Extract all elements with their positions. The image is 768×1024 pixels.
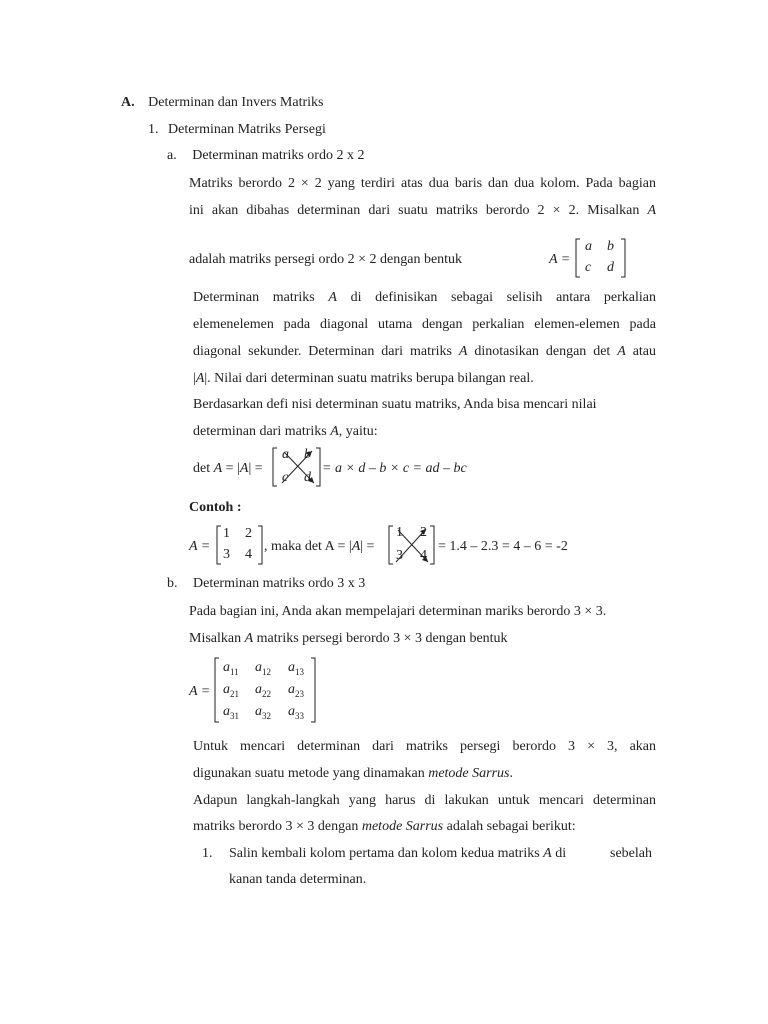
part-a-marker: a. [167, 148, 177, 163]
matrix-3x3 [214, 656, 318, 726]
matrix-cell: 1 [223, 526, 230, 541]
part-a-p1-line3: adalah matriks persegi ordo 2 × 2 dengan bentuk [189, 252, 463, 267]
example-det-matrix [388, 524, 438, 568]
det-word: det [193, 461, 211, 476]
text-seg: , maka det A = | [264, 539, 352, 554]
cell-var: a [288, 660, 295, 675]
matrix-cell: 3 [223, 547, 230, 562]
matrix-cell: 3 [396, 548, 403, 563]
text-line: ini akan dibahas determinan dari suatu matriks berordo 2 × 2. Misalkan [189, 203, 640, 218]
text-seg: determinan dari matriks [193, 424, 327, 439]
matrix-cell [288, 703, 304, 725]
var-a: A [543, 846, 552, 861]
cell-var: a [288, 704, 295, 719]
matrix-cell: c [282, 470, 289, 485]
step-1-line2: kanan tanda determinan. [229, 872, 367, 887]
var-a: A [330, 424, 339, 439]
part-a-p2-line4 [193, 370, 534, 388]
var-a: A [239, 461, 249, 476]
matrix-brackets [549, 237, 639, 281]
matrix-cell: 1 [396, 525, 403, 540]
part-a-p3-line2 [193, 423, 378, 441]
cell-sub: 31 [230, 710, 239, 721]
matrix-cell: 2 [245, 526, 252, 541]
matrix-cell: 4 [420, 548, 427, 563]
text-seg: Salin kembali kolom pertama dan kolom kedua matriks [229, 846, 540, 861]
matrix-3x3-label: A = [189, 684, 211, 699]
matrix-cell: c [585, 260, 592, 275]
part-b-marker: b. [167, 576, 178, 591]
part-a-p1-line1 [189, 175, 656, 193]
matrix-cell [255, 681, 271, 703]
matrix-cell [288, 659, 304, 681]
part-b-p2-line2 [193, 765, 513, 783]
text-line: Adapun langkah-langkah yang harus di lakukan untuk mencari determinan [193, 793, 656, 808]
det-matrix-2x2 [272, 446, 324, 490]
cell-sub: 22 [262, 688, 271, 699]
cell-sub: 12 [262, 666, 271, 677]
det-formula-rhs: = a × d – b × c = ad – bc [322, 461, 467, 476]
part-a-p2-line1 [193, 289, 656, 307]
matrix-cell: b [304, 447, 311, 462]
example-heading: Contoh : [189, 500, 242, 515]
part-b-p3-line1 [193, 792, 656, 810]
matrix-2x2-a [549, 237, 639, 281]
text-line: Untuk mencari determinan dari matriks persegi berordo 3 × 3, akan [193, 739, 656, 754]
det-brackets-diagonals [272, 446, 324, 490]
method-name: metode Sarrus [428, 766, 510, 781]
text-line: Matriks berordo 2 × 2 yang terdiri atas dua baris dan dua kolom. Pada bagian [189, 176, 656, 191]
var-a: A [617, 344, 626, 359]
matrix-cell: a [585, 239, 592, 254]
cell-var: a [223, 660, 230, 675]
matrix-cell: d [304, 470, 311, 485]
part-a-p3-line1: Berdasarkan defi nisi determinan suatu matriks, Anda bisa mencari nilai [193, 397, 597, 412]
text-seg: | = [360, 539, 375, 554]
det-formula-lhs [193, 460, 263, 478]
var-a: A [647, 203, 656, 218]
var-a: A [328, 290, 337, 305]
matrix-cell [223, 681, 239, 703]
part-b-heading [167, 575, 365, 593]
cell-sub: 11 [230, 666, 239, 677]
text-seg: atau [632, 344, 656, 359]
example-middle-text [264, 538, 374, 556]
subsection-number: 1. [148, 122, 159, 137]
cell-sub: 33 [295, 710, 304, 721]
step-1-number: 1. [202, 846, 213, 861]
var-a: A [195, 371, 205, 386]
part-b-title: Determinan matriks ordo 3 x 3 [193, 576, 366, 591]
text-seg: digunakan suatu metode yang dinamakan [193, 766, 425, 781]
var-a: A [351, 539, 361, 554]
matrix-cell: 4 [245, 547, 252, 562]
text-seg: matriks persegi berordo 3 × 3 dengan bentuk [256, 631, 508, 646]
step-1-line1-end: sebelah [610, 846, 652, 861]
part-b-p3-line2 [193, 818, 576, 836]
cell-var: a [223, 682, 230, 697]
text-seg: matriks berordo 3 × 3 dengan [193, 819, 359, 834]
cell-sub: 32 [262, 710, 271, 721]
text-seg: diagonal sekunder. Determinan dari matriks [193, 344, 452, 359]
part-a-p1-line2 [189, 202, 656, 220]
matrix-cell [288, 681, 304, 703]
cell-sub: 21 [230, 688, 239, 699]
cell-var: a [288, 682, 295, 697]
cell-sub: 13 [295, 666, 304, 677]
text-seg: . [509, 766, 513, 781]
var-a: A [244, 631, 254, 646]
text-seg: di [555, 846, 567, 861]
text-seg: | = [248, 461, 263, 476]
text-seg: , yaitu: [338, 424, 378, 439]
cell-var: a [223, 704, 230, 719]
method-name: metode Sarrus [361, 819, 444, 834]
cell-var: a [255, 704, 262, 719]
matrix-cell: 2 [420, 525, 427, 540]
example-matrix-label: A = [189, 539, 211, 554]
text-seg: | [193, 371, 196, 386]
step-1-line1 [229, 845, 566, 863]
part-b-p2-line1 [193, 738, 656, 756]
matrix-label: A = [549, 252, 571, 267]
matrix-cell: a [282, 447, 289, 462]
text-seg: di definisikan sebagai selisih antara perkalian [350, 290, 656, 305]
text-seg: |. Nilai dari determinan suatu matriks berupa bilangan real. [204, 371, 534, 386]
section-title: Determinan dan Invers Matriks [148, 95, 324, 110]
text-seg: dinotasikan dengan det [474, 344, 611, 359]
matrix-cell [223, 659, 239, 681]
subsection-heading [148, 121, 326, 139]
subsection-title: Determinan Matriks Persegi [168, 122, 326, 137]
matrix-cell [255, 659, 271, 681]
example-result: = 1.4 – 2.3 = 4 – 6 = -2 [438, 539, 568, 554]
matrix-cell [223, 703, 239, 725]
part-a-heading [167, 147, 364, 165]
matrix-cell [255, 703, 271, 725]
section-letter: A. [121, 95, 135, 110]
text-line: elemenelemen pada diagonal utama dengan perkalian elemen-elemen pada [193, 317, 656, 332]
part-a-title: Determinan matriks ordo 2 x 2 [192, 148, 365, 163]
example-matrix [216, 524, 264, 568]
matrix-cell: d [607, 260, 614, 275]
text-seg: Misalkan [189, 631, 242, 646]
var-a: A [213, 461, 223, 476]
part-a-p2-line2 [193, 316, 656, 334]
text-seg: Determinan matriks [193, 290, 315, 305]
cell-sub: 23 [295, 688, 304, 699]
part-a-p2-line3 [193, 343, 656, 361]
section-heading [121, 94, 323, 112]
var-a: A [458, 344, 468, 359]
cell-var: a [255, 682, 262, 697]
matrix-cell: b [607, 239, 614, 254]
part-b-p1-line2 [189, 630, 508, 648]
cell-var: a [255, 660, 262, 675]
part-b-p1-line1: Pada bagian ini, Anda akan mempelajari determinan mariks berordo 3 × 3. [189, 604, 607, 619]
text-seg: = | [225, 461, 240, 476]
text-seg: adalah sebagai berikut: [446, 819, 576, 834]
